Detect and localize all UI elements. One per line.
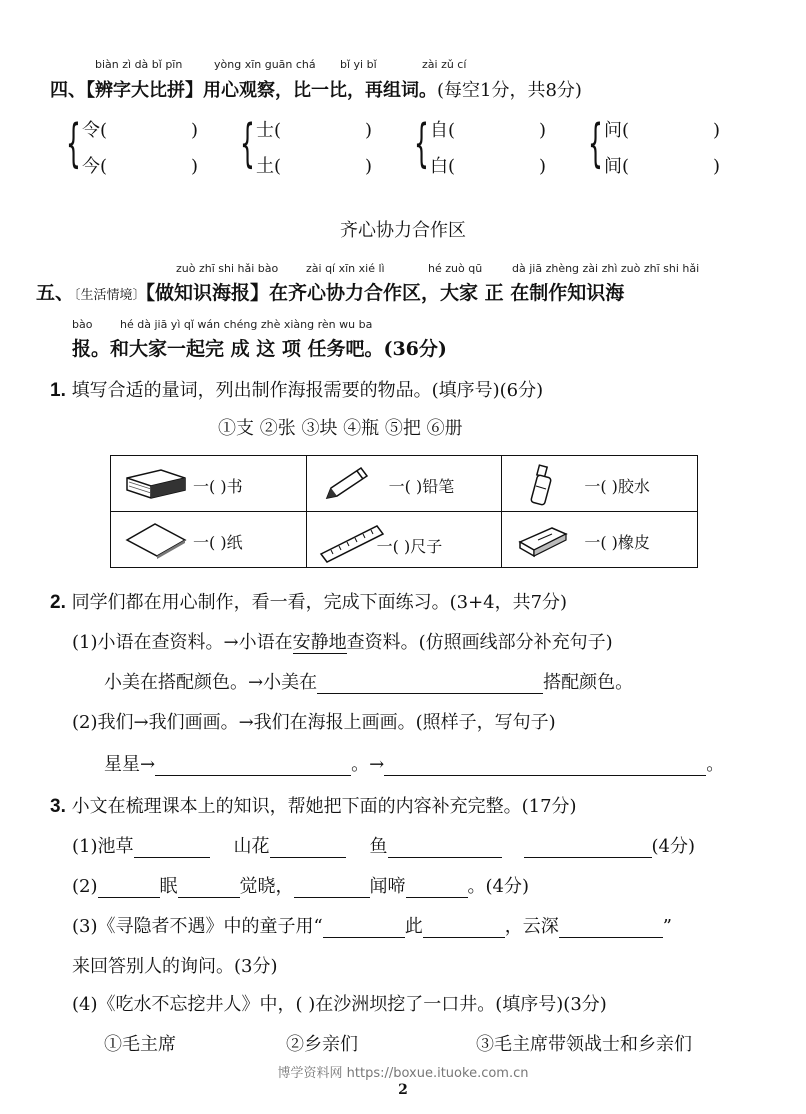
brace-icon: { [588,114,603,174]
context-tag: 〔生活情境〕 [74,288,146,303]
char-blank: 间( [604,156,630,177]
sub3-option: ①毛主席 [104,1034,176,1055]
underlined-phrase: 安静地 [292,632,347,653]
cell-text: 一( )铅笔 [388,477,455,496]
table-cell [111,456,307,512]
glue-icon [512,464,562,506]
answer-blank[interactable] [270,837,346,858]
answer-blank[interactable] [134,837,210,858]
answer-blank[interactable] [388,837,502,858]
items-table [110,455,698,568]
sub-question-1: 1. 填写合适的量词，列出制作海报需要的物品。(填序号)(6分) [50,380,544,401]
pinyin: zuò zhī shi hǎi bào [176,262,279,275]
watermark-footer: 博学资料网 https://boxue.ituoke.com.cn [277,1066,529,1081]
eraser-icon [512,520,572,560]
answer-blank[interactable] [98,877,160,898]
sub3-part1: (1)池草 山花 鱼 (4分) [72,836,695,857]
brace-icon: { [66,114,81,174]
table-cell [306,456,502,512]
question-text: 用心观察，比一比，再组词。 [203,80,437,101]
sub3-option: ③毛主席带领战士和乡亲们 [476,1034,692,1055]
sub2-part1: (1)小语在查资料。→小语在安静地查资料。(仿照画线部分补充句子) [72,632,613,653]
pinyin: biàn zì dà bǐ pīn [95,58,183,71]
pinyin: yòng xīn guān chá [214,58,316,71]
table-cell [502,456,698,512]
book-icon [121,464,191,500]
pinyin: hé dà jiā yì qǐ wán chéng zhè xiàng rèn wu ba [120,318,373,331]
question-tag: 【辨字大比拼】 [86,80,203,101]
answer-blank[interactable] [178,877,240,898]
cell-text: 一( )书 [193,477,243,496]
pinyin: hé zuò qū [428,262,483,275]
sub3-part3-cont: 来回答别人的询问。(3分) [72,956,278,977]
question-tag: 【做知识海报】 [145,282,270,304]
answer-blank[interactable] [423,917,505,938]
measure-word-options: ①支 ②张 ③块 ④瓶 ⑤把 ⑥册 [218,418,463,439]
brace-icon: { [414,114,429,174]
sub-question-3: 3. 小文在梳理课本上的知识，帮她把下面的内容补充完整。(17分) [50,796,577,817]
cell-text: 一( )橡皮 [584,533,650,552]
cell-text: 一( )尺子 [376,537,443,556]
score-note: (每空1分，共8分) [437,80,582,101]
answer-blank[interactable] [155,755,351,776]
char-pair: { 自( ) 白( ) [414,114,547,177]
question-5-line1: 五、〔生活情境〕【做知识海报】在齐心协力合作区，大家 正 在制作知识海 [36,282,625,304]
char-blank: 自( [430,120,456,141]
answer-blank[interactable] [323,917,405,938]
char-blank: 白( [430,156,456,177]
sub2-part2: (2)我们→我们画画。→我们在海报上画画。(照样子，写句子) [72,712,556,733]
char-blank: 问( [604,120,630,141]
section-title: 齐心协力合作区 [340,220,466,241]
sub3-part4: (4)《吃水不忘挖井人》中，( )在沙洲坝挖了一口井。(填序号)(3分) [72,994,607,1015]
cell-text: 一( )纸 [193,533,243,552]
sub3-part2: (2) 眠 觉晓， 闻啼 。(4分) [72,876,529,897]
answer-blank[interactable] [406,877,468,898]
char-blank: 令( [82,120,108,141]
table-cell [306,512,502,568]
pinyin: zài qí xīn xié lì [306,262,385,275]
char-pair: { 士( ) 土( ) [240,114,373,177]
char-blank: 士( [256,120,282,141]
question-number: 四、 [50,80,86,101]
answer-blank[interactable] [294,877,370,898]
char-blank: 土( [256,156,282,177]
answer-blank[interactable] [524,837,652,858]
pencil-icon [317,464,377,504]
answer-blank[interactable] [317,673,543,694]
page-number: 2 [398,1082,408,1098]
sub2-part2-answer: 星星→ 。→ 。 [104,754,725,775]
answer-blank[interactable] [559,917,663,938]
char-blank: 今( [82,156,108,177]
paper-icon [121,520,191,560]
question-4-heading [50,76,582,102]
sub-question-2: 2. 同学们都在用心制作，看一看，完成下面练习。(3+4，共7分) [50,592,568,613]
pinyin: bào [72,318,93,331]
pinyin: bǐ yi bǐ [340,58,377,71]
pinyin: zài zǔ cí [422,58,467,71]
brace-icon: { [240,114,255,174]
char-pair: { 令( ) 今( ) [66,114,199,177]
answer-blank[interactable] [384,755,706,776]
sub3-option: ②乡亲们 [286,1034,358,1055]
char-pair: { 问( ) 间( ) [588,114,721,177]
pinyin: dà jiā zhèng zài zhì zuò zhī shi hǎi [512,262,700,275]
cell-text: 一( )胶水 [584,477,650,496]
sub2-part1-answer: 小美在搭配颜色。→小美在 搭配颜色。 [104,672,634,693]
question-5-line2: 报。和大家一起完 成 这 项 任务吧。(36分) [72,338,447,360]
sub3-part3: (3)《寻隐者不遇》中的童子用“ 此 ，云深 ” [72,916,672,937]
table-cell [502,512,698,568]
table-cell [111,512,307,568]
